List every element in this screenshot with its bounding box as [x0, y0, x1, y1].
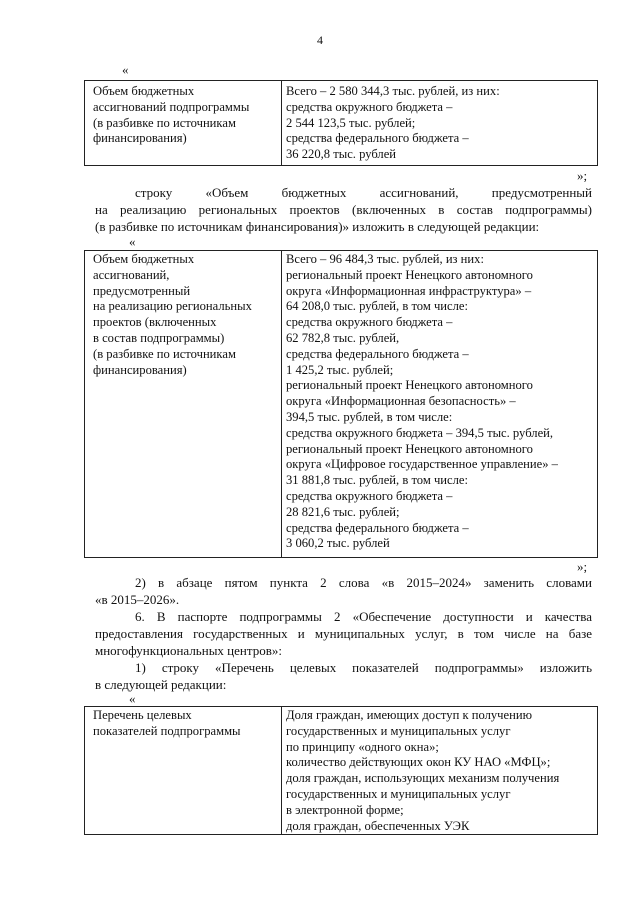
- cell-line: Перечень целевых: [93, 708, 192, 722]
- page-number: 4: [317, 33, 323, 47]
- cell-line: количество действующих окон КУ НАО «МФЦ»;: [286, 755, 551, 770]
- open-quote: «: [129, 234, 136, 249]
- cell-line: в электронной форме;: [286, 802, 404, 817]
- cell-line: средства окружного бюджета – 394,5 тыс. рублей,: [286, 425, 554, 440]
- cell-line: доля граждан, обеспеченных УЭК: [286, 818, 470, 833]
- paragraph-line: 2) в абзаце пятом пункта 2 слова «в 2015–2024» заменить словами: [135, 575, 592, 590]
- paragraph-line: (в разбивке по источникам финансирования)» изложить в следующей редакции:: [95, 219, 540, 234]
- paragraph-line: многофункциональных центров»:: [95, 643, 282, 658]
- table-budget-subprogram: [84, 80, 598, 166]
- table-left-cell: [93, 252, 252, 378]
- cell-line: 28 821,6 тыс. рублей;: [286, 504, 400, 519]
- cell-line: средства федерального бюджета –: [286, 520, 469, 535]
- cell-line: (в разбивке по источникам: [93, 115, 236, 130]
- close-quote: »;: [577, 168, 588, 183]
- cell-line: государственных и муниципальных услуг: [286, 786, 511, 801]
- cell-line: ассигнований подпрограммы: [93, 99, 250, 114]
- cell-line: Объем бюджетных: [93, 84, 195, 98]
- cell-line: Всего – 96 484,3 тыс. рублей, из них:: [286, 252, 484, 266]
- cell-line: Всего – 2 580 344,3 тыс. рублей, из них:: [286, 84, 500, 98]
- cell-line: округа «Цифровое государственное управление» –: [286, 457, 558, 472]
- cell-line: округа «Информационная инфраструктура» –: [286, 283, 532, 298]
- table-target-indicators: [84, 706, 598, 835]
- cell-line: средства окружного бюджета –: [286, 315, 453, 330]
- table-left-cell: [93, 84, 249, 147]
- table-divider: [281, 81, 282, 165]
- cell-line: 36 220,8 тыс. рублей: [286, 147, 397, 162]
- paragraph-line: предоставления государственных и муниципальных услуг, в том числе на базе: [95, 626, 592, 641]
- cell-line: 394,5 тыс. рублей, в том числе:: [286, 409, 453, 424]
- cell-line: в состав подпрограммы): [93, 330, 225, 345]
- paragraph-line: на реализацию региональных проектов (включенных в состав подпрограммы): [95, 202, 592, 217]
- paragraph-line: 6. В паспорте подпрограммы 2 «Обеспечение доступности и качества: [135, 609, 592, 624]
- cell-line: на реализацию региональных: [93, 299, 252, 314]
- paragraph-line: в следующей редакции:: [95, 677, 227, 692]
- cell-line: региональный проект Ненецкого автономного: [286, 378, 533, 393]
- cell-line: доля граждан, использующих механизм получения: [286, 771, 560, 786]
- cell-line: 1 425,2 тыс. рублей;: [286, 362, 394, 377]
- table-left-cell: [93, 708, 241, 740]
- table-right-cell: [286, 252, 558, 552]
- table-right-cell: [286, 708, 559, 834]
- open-quote: «: [122, 62, 129, 77]
- cell-line: региональный проект Ненецкого автономного: [286, 267, 533, 282]
- cell-line: 2 544 123,5 тыс. рублей;: [286, 115, 416, 130]
- cell-line: Объем бюджетных: [93, 252, 195, 266]
- close-quote: »;: [577, 559, 588, 574]
- cell-line: Доля граждан, имеющих доступ к получению: [286, 708, 532, 722]
- cell-line: финансирования): [93, 131, 187, 146]
- cell-line: 3 060,2 тыс. рублей: [286, 536, 390, 551]
- cell-line: региональный проект Ненецкого автономного: [286, 441, 533, 456]
- cell-line: средства окружного бюджета –: [286, 488, 453, 503]
- cell-line: показателей подпрограммы: [93, 723, 241, 738]
- paragraph-line: «в 2015–2026».: [95, 592, 180, 607]
- cell-line: округа «Информационная безопасность» –: [286, 394, 516, 409]
- table-divider: [281, 251, 282, 557]
- open-quote: «: [129, 691, 136, 706]
- cell-line: средства федерального бюджета –: [286, 131, 469, 146]
- paragraph-line: строку «Объем бюджетных ассигнований, предусмотренный: [135, 185, 592, 200]
- cell-line: средства окружного бюджета –: [286, 99, 453, 114]
- cell-line: 62 782,8 тыс. рублей,: [286, 330, 400, 345]
- table-budget-regional-projects: [84, 250, 598, 558]
- cell-line: 31 881,8 тыс. рублей, в том числе:: [286, 473, 468, 488]
- table-divider: [281, 707, 282, 834]
- table-right-cell: [286, 84, 500, 163]
- cell-line: ассигнований,: [93, 267, 170, 282]
- paragraph-line: 1) строку «Перечень целевых показателей подпрограммы» изложить: [135, 660, 592, 675]
- cell-line: (в разбивке по источникам: [93, 346, 236, 361]
- cell-line: проектов (включенных: [93, 315, 217, 330]
- cell-line: предусмотренный: [93, 283, 191, 298]
- cell-line: по принципу «одного окна»;: [286, 739, 439, 754]
- cell-line: 64 208,0 тыс. рублей, в том числе:: [286, 299, 468, 314]
- cell-line: государственных и муниципальных услуг: [286, 723, 511, 738]
- cell-line: финансирования): [93, 362, 187, 377]
- cell-line: средства федерального бюджета –: [286, 346, 469, 361]
